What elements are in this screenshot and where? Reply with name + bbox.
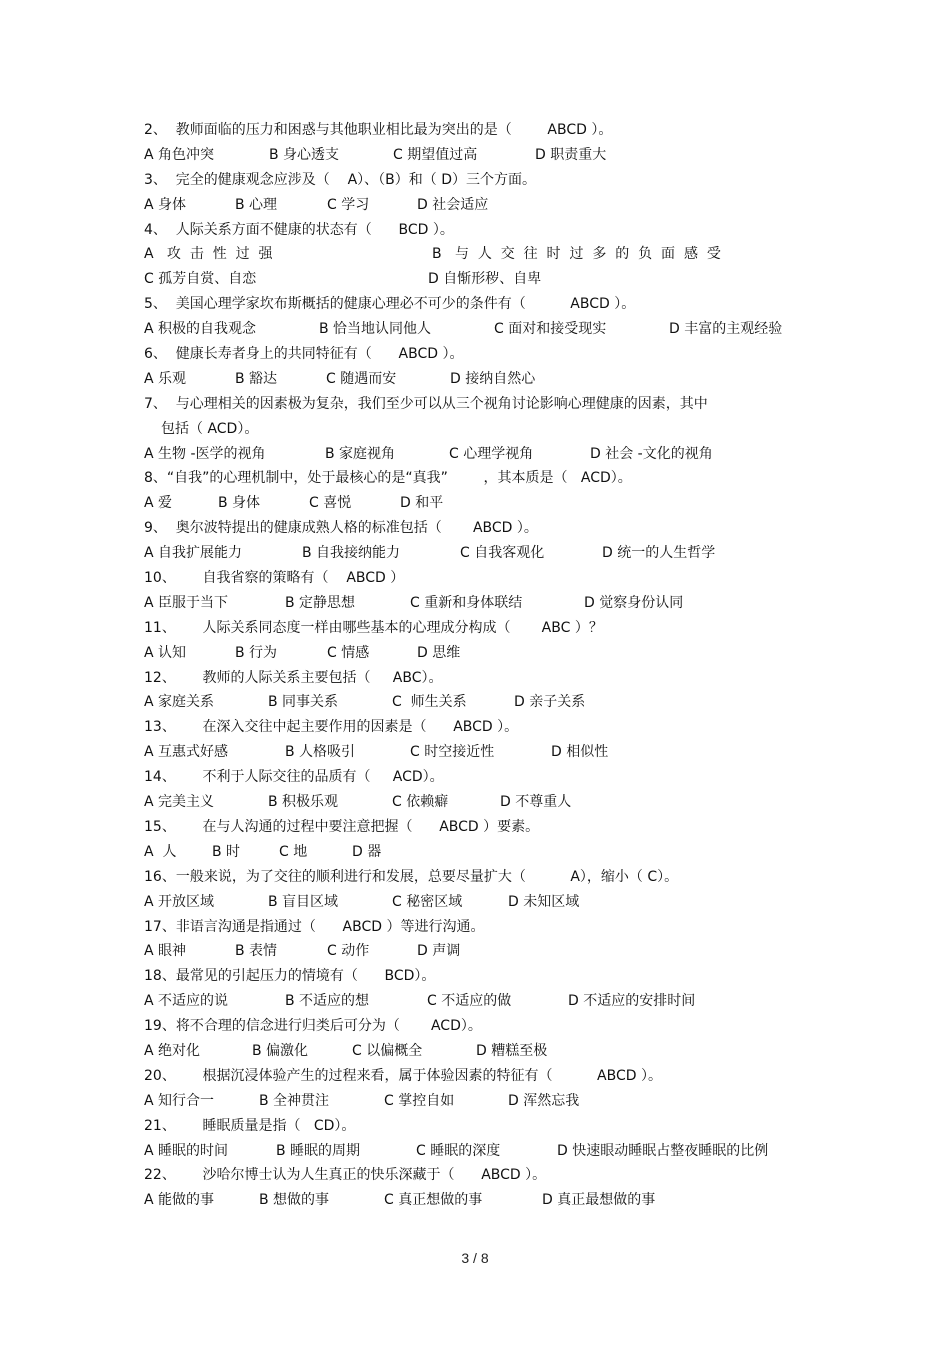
question-text: 7、 与心理相关的因素极为复杂，我们至少可以从三个视角讨论影响心理健康的因素，其中 [144,395,708,412]
answer-option: C 地 [279,843,308,860]
answer-option: B 行为 [235,644,278,661]
answer-option: B 不适应的想 [285,993,370,1010]
question-text: 11、 人际关系同态度一样由哪些基本的心理成分构成（ ABC ）？ [144,619,603,636]
answer-option: C 动作 [327,943,370,960]
option-row [144,1139,814,1164]
answer-option: B 豁达 [235,370,278,387]
answer-option: D 糟糕至极 [476,1042,548,1059]
option-row [144,641,814,666]
answer-option: C 依赖癖 [392,794,449,811]
option-row [144,1039,814,1064]
answer-option: A 认知 [144,644,187,661]
answer-option: B 人格吸引 [285,744,356,761]
option-row [144,690,814,715]
answer-option: B 心理 [235,196,278,213]
question-text: 15、 在与人沟通的过程中要注意把握（ ABCD ）要素。 [144,818,540,835]
option-row [144,989,814,1014]
option-row [144,317,814,342]
option-row [144,193,814,218]
answer-option: A 不适应的说 [144,993,229,1010]
option-row [144,491,814,516]
option-row [144,242,814,267]
answer-option: D 器 [352,843,382,860]
answer-option: A 知行合一 [144,1092,215,1109]
answer-option: C 喜悦 [309,495,352,512]
answer-option: B 盲目区域 [268,893,339,910]
option-row [144,790,814,815]
answer-option: C 情感 [327,644,370,661]
answer-option: A 绝对化 [144,1042,201,1059]
answer-option: A 臣服于当下 [144,594,229,611]
question-text: 16、一般来说，为了交往的顺利进行和发展，总要尽量扩大（ A），缩小（ C）。 [144,868,679,885]
answer-option: A 睡眠的时间 [144,1142,229,1159]
answer-option: B 自我接纳能力 [302,545,401,562]
option-row [144,840,814,865]
answer-option: B 全神贯注 [259,1092,330,1109]
answer-option: A 身体 [144,196,187,213]
option-row [144,367,814,392]
answer-option: D 觉察身份认同 [584,594,684,611]
question-text: 18、最常见的引起压力的情境有（ BCD）。 [144,968,436,985]
answer-option: B 同事关系 [268,694,339,711]
question-text: 20、 根据沉浸体验产生的过程来看，属于体验因素的特征有（ ABCD ）。 [144,1067,662,1084]
question-text: 21、 睡眠质量是指（ CD）。 [144,1117,356,1134]
question-text: 22、 沙哈尔博士认为人生真正的快乐深藏于（ ABCD ）。 [144,1167,547,1184]
answer-option: A 乐观 [144,370,187,387]
answer-option: A 眼神 [144,943,187,960]
option-row [144,442,814,467]
question-text: 19、将不合理的信念进行归类后可分为（ ACD）。 [144,1018,482,1035]
option-row [144,541,814,566]
answer-option: C 自我客观化 [460,545,545,562]
option-row [144,143,814,168]
answer-option: B 定静思想 [285,594,356,611]
answer-option: C 秘密区域 [392,893,463,910]
answer-option: A 完美主义 [144,794,215,811]
answer-option: C 孤芳自赏、自恋 [144,271,257,288]
question-text: 12、 教师的人际关系主要包括（ ABC）。 [144,669,443,686]
question-text: 17、非语言沟通是指通过（ ABCD ）等进行沟通。 [144,918,485,935]
answer-option: C 不适应的做 [427,993,512,1010]
answer-option: B 想做的事 [259,1192,330,1209]
answer-option: D 真正最想做的事 [542,1192,656,1209]
answer-option: A 开放区域 [144,893,215,910]
answer-option: B 表情 [235,943,278,960]
answer-option: B 积极乐观 [268,794,339,811]
option-row [144,591,814,616]
answer-option: D 思维 [417,644,461,661]
question-text: 10、 自我省察的策略有（ ABCD ） [144,570,405,587]
question-text: 4、 人际关系方面不健康的状态有（ BCD ）。 [144,221,454,238]
question-text: 2、 教师面临的压力和困惑与其他职业相比最为突出的是（ ABCD ）。 [144,122,613,138]
answer-option: B 身心透支 [269,146,340,163]
option-row [144,740,814,765]
question-text: 3、 完全的健康观念应涉及（ A）、（B）和（ D）三个方面。 [144,171,537,188]
answer-option: A 家庭关系 [144,694,215,711]
question-text: 9、 奥尔波特提出的健康成熟人格的标准包括（ ABCD ）。 [144,520,538,537]
page-number: 3 / 8 [461,1250,489,1266]
answer-option: D 未知区域 [508,893,580,910]
answer-option: D 亲子关系 [514,694,586,711]
answer-option: D 自惭形秽、自卑 [428,271,542,288]
answer-option: C 掌控自如 [384,1092,455,1109]
answer-option: A 人 [144,843,177,860]
answer-option: B 时 [212,843,241,860]
answer-option: D 丰富的主观经验 [669,321,783,338]
question-text: 5、 美国心理学家坎布斯概括的健康心理必不可少的条件有（ ABCD ）。 [144,296,636,313]
answer-option: D 社会适应 [417,196,489,213]
answer-option: D 声调 [417,943,461,960]
answer-option: B 与 人 交 往 时 过 多 的 负 面 感 受 [432,246,721,263]
answer-option: D 统一的人生哲学 [602,545,716,562]
option-row [144,1188,814,1213]
answer-option: A 能做的事 [144,1192,215,1209]
answer-option: B 家庭视角 [325,445,396,462]
option-row [144,267,814,292]
question-text: 8、“自我”的心理机制中，处于最核心的是“真我” ，其本质是（ ACD）。 [144,470,632,487]
answer-option: C 以偏概全 [352,1042,423,1059]
answer-option: A 生物 -医学的视角 [144,445,266,462]
option-row [144,1089,814,1114]
answer-option: B 恰当地认同他人 [319,321,432,338]
answer-option: C 重新和身体联结 [410,594,523,611]
answer-option: D 不适应的安排时间 [568,993,696,1010]
answer-option: A 积极的自我观念 [144,321,257,338]
answer-option: B 偏激化 [252,1042,309,1059]
question-text: 13、 在深入交往中起主要作用的因素是（ ABCD ）。 [144,719,519,736]
answer-option: C 真正想做的事 [384,1192,483,1209]
answer-option: C 期望值过高 [393,146,478,163]
answer-option: B 身体 [218,495,261,512]
option-row [144,939,814,964]
answer-option: A 攻 击 性 过 强 [144,246,273,263]
answer-option: A 自我扩展能力 [144,545,243,562]
option-row [144,890,814,915]
answer-option: D 快速眼动睡眠占整夜睡眠的比例 [557,1142,769,1159]
answer-option: D 相似性 [551,744,609,761]
answer-option: C 睡眠的深度 [416,1142,501,1159]
answer-option: D 不尊重人 [500,794,572,811]
answer-option: D 浑然忘我 [508,1092,580,1109]
answer-option: A 互惠式好感 [144,744,229,761]
answer-option: D 接纳自然心 [450,370,536,387]
answer-option: C 心理学视角 [449,445,534,462]
answer-option: C 师生关系 [392,694,467,711]
answer-option: A 爱 [144,495,173,512]
question-text-continued: 包括（ ACD）。 [161,420,259,437]
answer-option: C 时空接近性 [410,744,495,761]
answer-option: C 随遇而安 [326,370,397,387]
question-text: 6、 健康长寿者身上的共同特征有（ ABCD ）。 [144,346,464,363]
answer-option: D 职责重大 [535,146,607,163]
answer-option: B 睡眠的周期 [276,1142,361,1159]
answer-option: C 面对和接受现实 [494,321,607,338]
answer-option: A 角色冲突 [144,146,215,163]
answer-option: D 社会 -文化的视角 [590,445,713,462]
question-list [144,118,814,1213]
answer-option: D 和平 [400,495,444,512]
question-text: 14、 不利于人际交往的品质有（ ACD）。 [144,769,444,786]
answer-option: C 学习 [327,196,370,213]
